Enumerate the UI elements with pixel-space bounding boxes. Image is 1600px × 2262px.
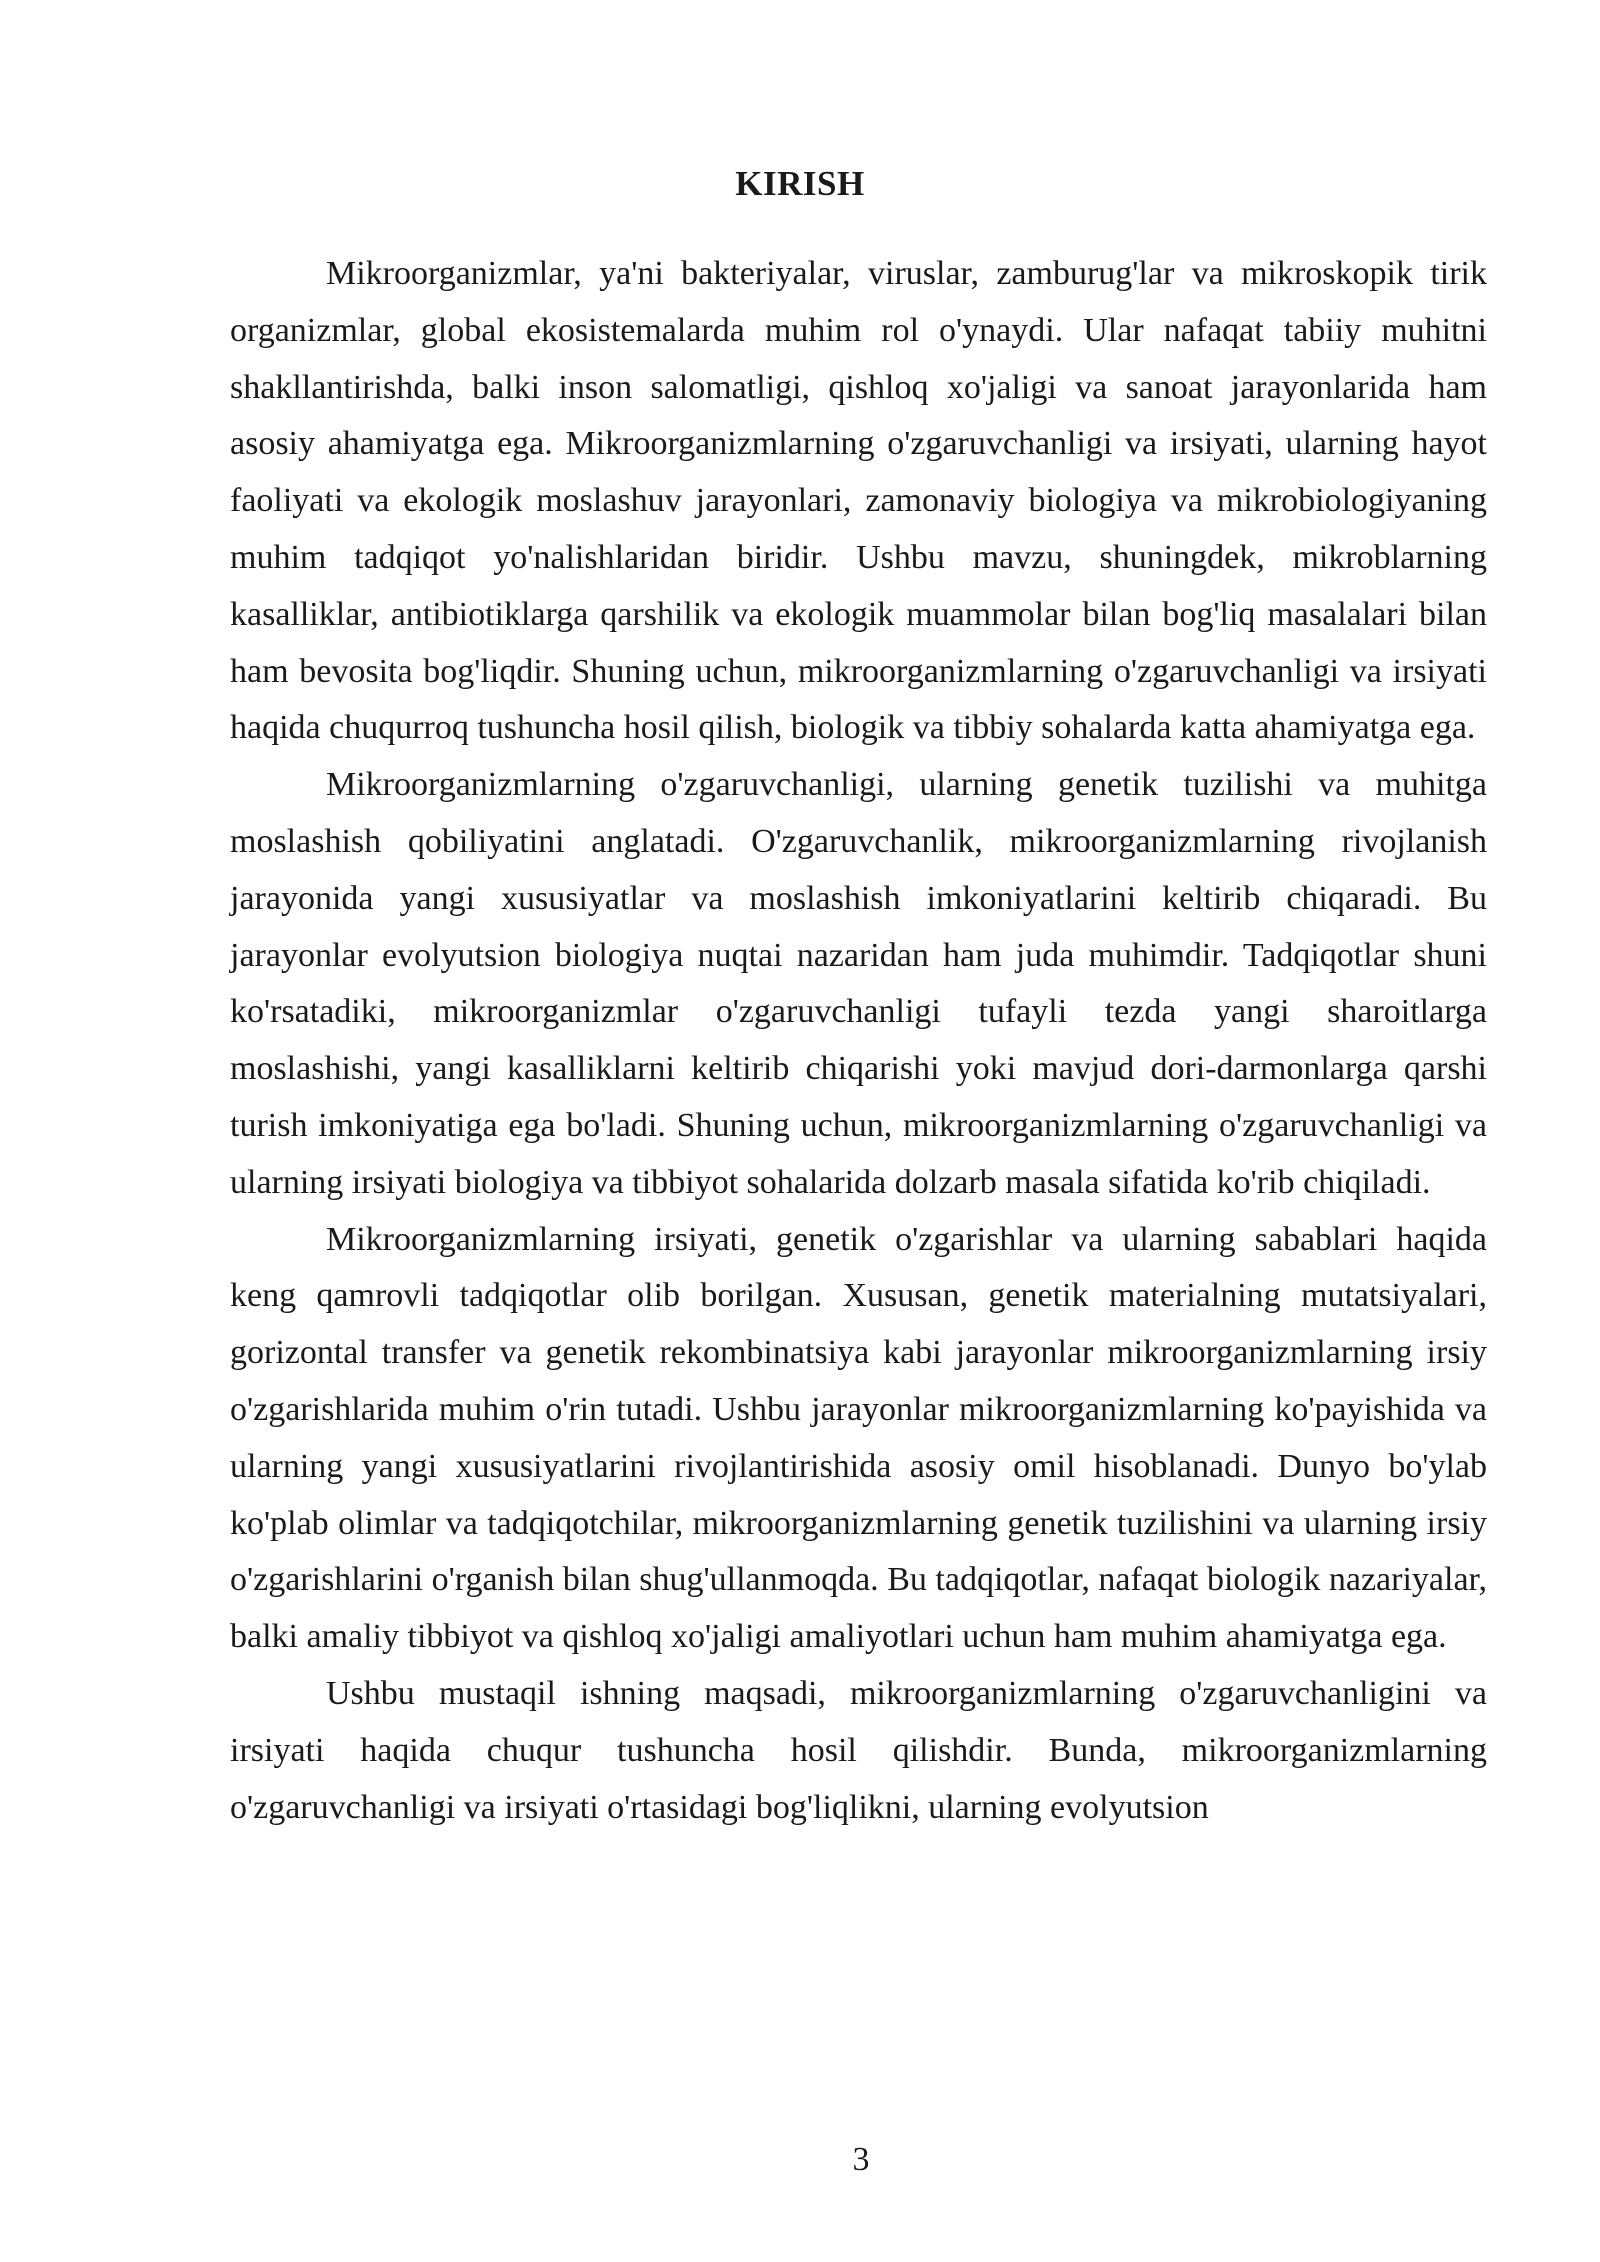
paragraph-2: Mikroorganizmlarning o'zgaruvchanligi, ularning genetik tuzilishi va muhitga moslashish qobiliyatini anglatadi. O'zgaruvchanlik, mikroorganizmlarning rivojlanish jarayonida yangi xususiyatlar va moslashish imkoniyatlarini keltirib chiqaradi. Bu jarayonlar evolyutsion biologiya nuqtai nazaridan ham juda muhimdir. Tadqiqotlar shuni ko'rsatadiki, mikroorganizmlar o'zgaruvchanligi tufayli tezda yangi sharoitlarga moslashishi, yangi kasalliklarni keltirib chiqarishi yoki mavjud dori-darmonlarga qarshi turish imkoniyatiga ega bo'ladi. Shuning uchun, mikroorganizmlarning o'zgaruvchanligi va ularning irsiyati biologiya va tibbiyot sohalarida dolzarb masala sifatida ko'rib chiqiladi. [230,766,1487,1201]
paragraph-1: Mikroorganizmlar, ya'ni bakteriyalar, viruslar, zamburug'lar va mikroskopik tirik organizmlar, global ekosistemalarda muhim rol o'ynaydi. Ular nafaqat tabiiy muhitni shakllantirishda, balki inson salomatligi, qishloq xo'jaligi va sanoat jarayonlarida ham asosiy ahamiyatga ega. Mikroorganizmlarning o'zgaruvchanligi va irsiyati, ularning hayot faoliyati va ekologik moslashuv jarayonlari, zamonaviy biologiya va mikrobiologiyaning muhim tadqiqot yo'nalishlaridan biridir. Ushbu mavzu, shuningdek, mikroblarning kasalliklar, antibiotiklarga qarshilik va ekologik muammolar bilan bog'liq masalalari bilan ham bevosita bog'liqdir. Shuning uchun, mikroorganizmlarning o'zgaruvchanligi va irsiyati haqida chuqurroq tushuncha hosil qilish, biologik va tibbiy sohalarda katta ahamiyatga ega. [230,255,1487,747]
paragraph-4: Ushbu mustaqil ishning maqsadi, mikroorganizmlarning o'zgaruvchanligini va irsiyati haqida chuqur tushuncha hosil qilishdir. Bunda, mikroorganizmlarning o'zgaruvchanligi va irsiyati o'rtasidagi bog'liqlikni, ularning evolyutsion [230,1674,1487,1826]
page-number: 3 [852,2141,870,2178]
body-text [230,246,1487,1836]
section-title: KIRISH [735,164,865,203]
paragraph-3: Mikroorganizmlarning irsiyati, genetik o'zgarishlar va ularning sabablari haqida keng qamrovli tadqiqotlar olib borilgan. Xususan, genetik materialning mutatsiyalari, gorizontal transfer va genetik rekombinatsiya kabi jarayonlar mikroorganizmlarning irsiy o'zgarishlarida muhim o'rin tutadi. Ushbu jarayonlar mikroorganizmlarning ko'payishida va ularning yangi xususiyatlarini rivojlantirishida asosiy omil hisoblanadi. Dunyo bo'ylab ko'plab olimlar va tadqiqotchilar, mikroorganizmlarning genetik tuzilishini va ularning irsiy o'zgarishlarini o'rganish bilan shug'ullanmoqda. Bu tadqiqotlar, nafaqat biologik nazariyalar, balki amaliy tibbiyot va qishloq xo'jaligi amaliyotlari uchun ham muhim ahamiyatga ega. [230,1220,1487,1656]
